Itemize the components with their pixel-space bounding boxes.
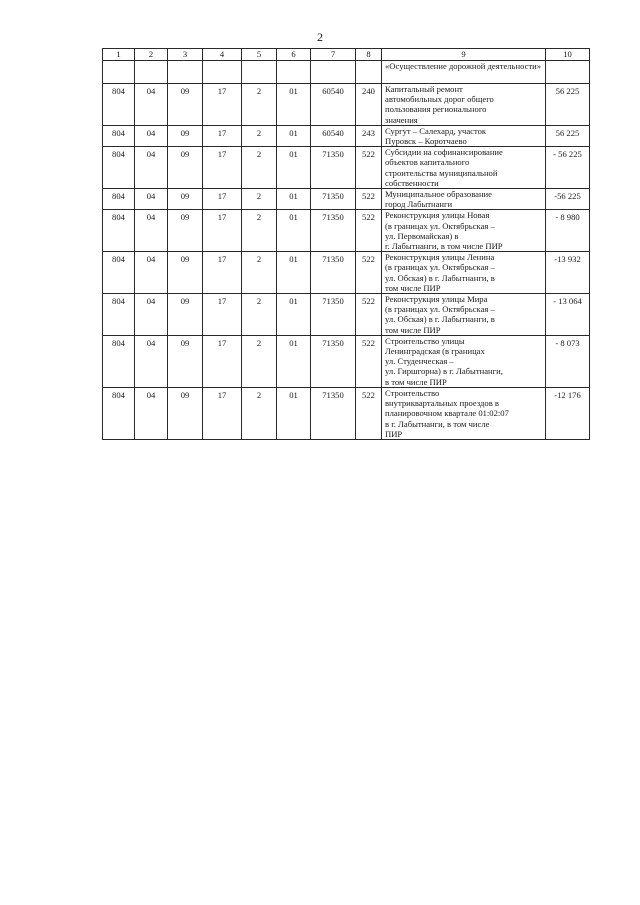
description-line: значения <box>385 114 418 125</box>
header-row <box>103 49 590 61</box>
table-row <box>103 125 590 146</box>
description-line: планировочном квартале 01:02:07 <box>385 408 509 419</box>
description-line: ул. Обская) в г. Лабытнанги, в <box>385 272 495 283</box>
cell-col-5: 2 <box>242 294 277 336</box>
description-line: (в границах ул. Октябрьская – <box>385 304 495 315</box>
cell-col-6: 01 <box>277 125 311 146</box>
cell-amount: - 8 980 <box>546 210 590 252</box>
cell-col-3: 09 <box>168 189 203 210</box>
description-line: (в границах ул. Октябрьская – <box>385 220 495 231</box>
column-header: 8 <box>356 49 382 61</box>
description-line: ул. Студенческая – <box>385 356 454 367</box>
cell-col-1: 804 <box>103 84 135 126</box>
cell-description <box>382 147 546 189</box>
cell-amount: 56 225 <box>546 84 590 126</box>
description-line: ул. Первомайская) в <box>385 230 459 241</box>
description-line: автомобильных дорог общего <box>385 94 494 105</box>
cell-col-8: 522 <box>356 147 382 189</box>
cell-col-2: 04 <box>135 84 168 126</box>
cell-col-8: 522 <box>356 387 382 439</box>
description-line: город Лабытнанги <box>385 199 453 210</box>
cell-col-1: 804 <box>103 387 135 439</box>
description-line: том числе ПИР <box>385 282 441 293</box>
cell-col-8: 240 <box>356 84 382 126</box>
table-row <box>103 210 590 252</box>
cell-description <box>382 210 546 252</box>
column-header: 4 <box>203 49 242 61</box>
description-line: строительства муниципальной <box>385 167 498 178</box>
description-line: Строительство <box>385 387 440 398</box>
cell-col-4: 17 <box>203 335 242 387</box>
cell-col-4: 17 <box>203 294 242 336</box>
cell-col-2: 04 <box>135 125 168 146</box>
description-line: в г. Лабытнанги, в том числе <box>385 418 490 429</box>
description-line: Реконструкция улицы Ленина <box>385 252 495 263</box>
cell-col-3: 09 <box>168 387 203 439</box>
cell-description <box>382 84 546 126</box>
table-row <box>103 294 590 336</box>
cell-amount: - 13 064 <box>546 294 590 336</box>
description-line: г. Лабытнанги, в том числе ПИР <box>385 241 503 252</box>
description-line: ул. Гиршгорна) в г. Лабытнанги, <box>385 366 503 377</box>
table-row <box>103 252 590 294</box>
cell-col-7: 71350 <box>311 210 356 252</box>
cell-description <box>382 125 546 146</box>
cell-col-7: 71350 <box>311 147 356 189</box>
description-line: объектов капитального <box>385 157 470 168</box>
cell-amount: -12 176 <box>546 387 590 439</box>
cell-col-4: 17 <box>203 387 242 439</box>
cell-col-7: 71350 <box>311 189 356 210</box>
column-header: 6 <box>277 49 311 61</box>
cell-col-5: 2 <box>242 147 277 189</box>
table-row <box>103 335 590 387</box>
description-line: Субсидии на софинансирование <box>385 147 503 158</box>
cell-amount: -56 225 <box>546 189 590 210</box>
cell-col-6: 01 <box>277 294 311 336</box>
cell-col-2: 04 <box>135 210 168 252</box>
cell-col-8: 243 <box>356 125 382 146</box>
description-line: Пуровск – Коротчаево <box>385 136 467 147</box>
cell-description <box>382 252 546 294</box>
cell-col-7: 71350 <box>311 252 356 294</box>
column-header: 5 <box>242 49 277 61</box>
table-row-continuation <box>103 61 590 84</box>
continuation-description: «Осуществление дорожной деятельности» <box>382 61 546 84</box>
description-line: Реконструкция улицы Мира <box>385 294 488 305</box>
cell-col-8: 522 <box>356 210 382 252</box>
column-header: 2 <box>135 49 168 61</box>
cell-col-3: 09 <box>168 294 203 336</box>
cell-col-1: 804 <box>103 189 135 210</box>
budget-table <box>102 48 590 440</box>
description-line: внутриквартальных проездов в <box>385 398 499 409</box>
cell-amount: - 8 073 <box>546 335 590 387</box>
description-line: пользования регионального <box>385 104 487 115</box>
column-header: 9 <box>382 49 546 61</box>
cell-col-6: 01 <box>277 84 311 126</box>
cell-col-4: 17 <box>203 84 242 126</box>
cell-col-6: 01 <box>277 387 311 439</box>
column-header: 1 <box>103 49 135 61</box>
description-line: Капитальный ремонт <box>385 84 463 94</box>
cell-col-5: 2 <box>242 335 277 387</box>
cell-description <box>382 387 546 439</box>
cell-col-5: 2 <box>242 387 277 439</box>
cell-col-7: 71350 <box>311 294 356 336</box>
cell-col-3: 09 <box>168 210 203 252</box>
cell-col-1: 804 <box>103 125 135 146</box>
cell-amount: -13 932 <box>546 252 590 294</box>
description-line: Строительство улицы <box>385 335 465 346</box>
cell-description <box>382 294 546 336</box>
description-line: (в границах ул. Октябрьская – <box>385 262 495 273</box>
description-line: Муниципальное образование <box>385 189 492 200</box>
cell-col-3: 09 <box>168 147 203 189</box>
description-line: ул. Обская) в г. Лабытнанги, в <box>385 314 495 325</box>
column-header: 7 <box>311 49 356 61</box>
cell-col-5: 2 <box>242 210 277 252</box>
cell-col-8: 522 <box>356 294 382 336</box>
cell-col-1: 804 <box>103 294 135 336</box>
column-header: 10 <box>546 49 590 61</box>
cell-description <box>382 189 546 210</box>
cell-col-1: 804 <box>103 210 135 252</box>
cell-col-8: 522 <box>356 335 382 387</box>
cell-col-6: 01 <box>277 147 311 189</box>
table-row <box>103 189 590 210</box>
cell-col-2: 04 <box>135 294 168 336</box>
cell-col-5: 2 <box>242 125 277 146</box>
description-line: в том числе ПИР <box>385 376 447 387</box>
cell-amount: 56 225 <box>546 125 590 146</box>
cell-col-3: 09 <box>168 84 203 126</box>
cell-col-7: 71350 <box>311 387 356 439</box>
cell-col-8: 522 <box>356 189 382 210</box>
description-line: Реконструкция улицы Новая <box>385 210 490 221</box>
table-row <box>103 84 590 126</box>
cell-col-6: 01 <box>277 252 311 294</box>
cell-col-8: 522 <box>356 252 382 294</box>
cell-amount: - 56 225 <box>546 147 590 189</box>
cell-col-2: 04 <box>135 252 168 294</box>
cell-col-2: 04 <box>135 189 168 210</box>
cell-col-4: 17 <box>203 189 242 210</box>
description-line: Сургут – Салехард, участок <box>385 125 487 136</box>
cell-description <box>382 335 546 387</box>
cell-col-1: 804 <box>103 147 135 189</box>
description-line: том числе ПИР <box>385 324 441 335</box>
column-header: 3 <box>168 49 203 61</box>
cell-col-3: 09 <box>168 335 203 387</box>
cell-col-2: 04 <box>135 387 168 439</box>
cell-col-2: 04 <box>135 147 168 189</box>
cell-col-6: 01 <box>277 189 311 210</box>
cell-col-5: 2 <box>242 252 277 294</box>
cell-col-1: 804 <box>103 252 135 294</box>
cell-col-5: 2 <box>242 84 277 126</box>
cell-col-7: 60540 <box>311 84 356 126</box>
description-line: собственности <box>385 177 439 188</box>
cell-col-4: 17 <box>203 252 242 294</box>
cell-col-7: 71350 <box>311 335 356 387</box>
cell-col-4: 17 <box>203 125 242 146</box>
cell-col-6: 01 <box>277 210 311 252</box>
cell-col-4: 17 <box>203 210 242 252</box>
cell-col-1: 804 <box>103 335 135 387</box>
description-line: Ленинградская (в границах <box>385 346 485 357</box>
page-number: 2 <box>317 30 323 44</box>
cell-col-6: 01 <box>277 335 311 387</box>
cell-col-5: 2 <box>242 189 277 210</box>
cell-col-2: 04 <box>135 335 168 387</box>
cell-col-3: 09 <box>168 252 203 294</box>
table-row <box>103 147 590 189</box>
cell-col-4: 17 <box>203 147 242 189</box>
description-line: ПИР <box>385 428 403 439</box>
cell-col-3: 09 <box>168 125 203 146</box>
table-row <box>103 387 590 439</box>
cell-col-7: 60540 <box>311 125 356 146</box>
